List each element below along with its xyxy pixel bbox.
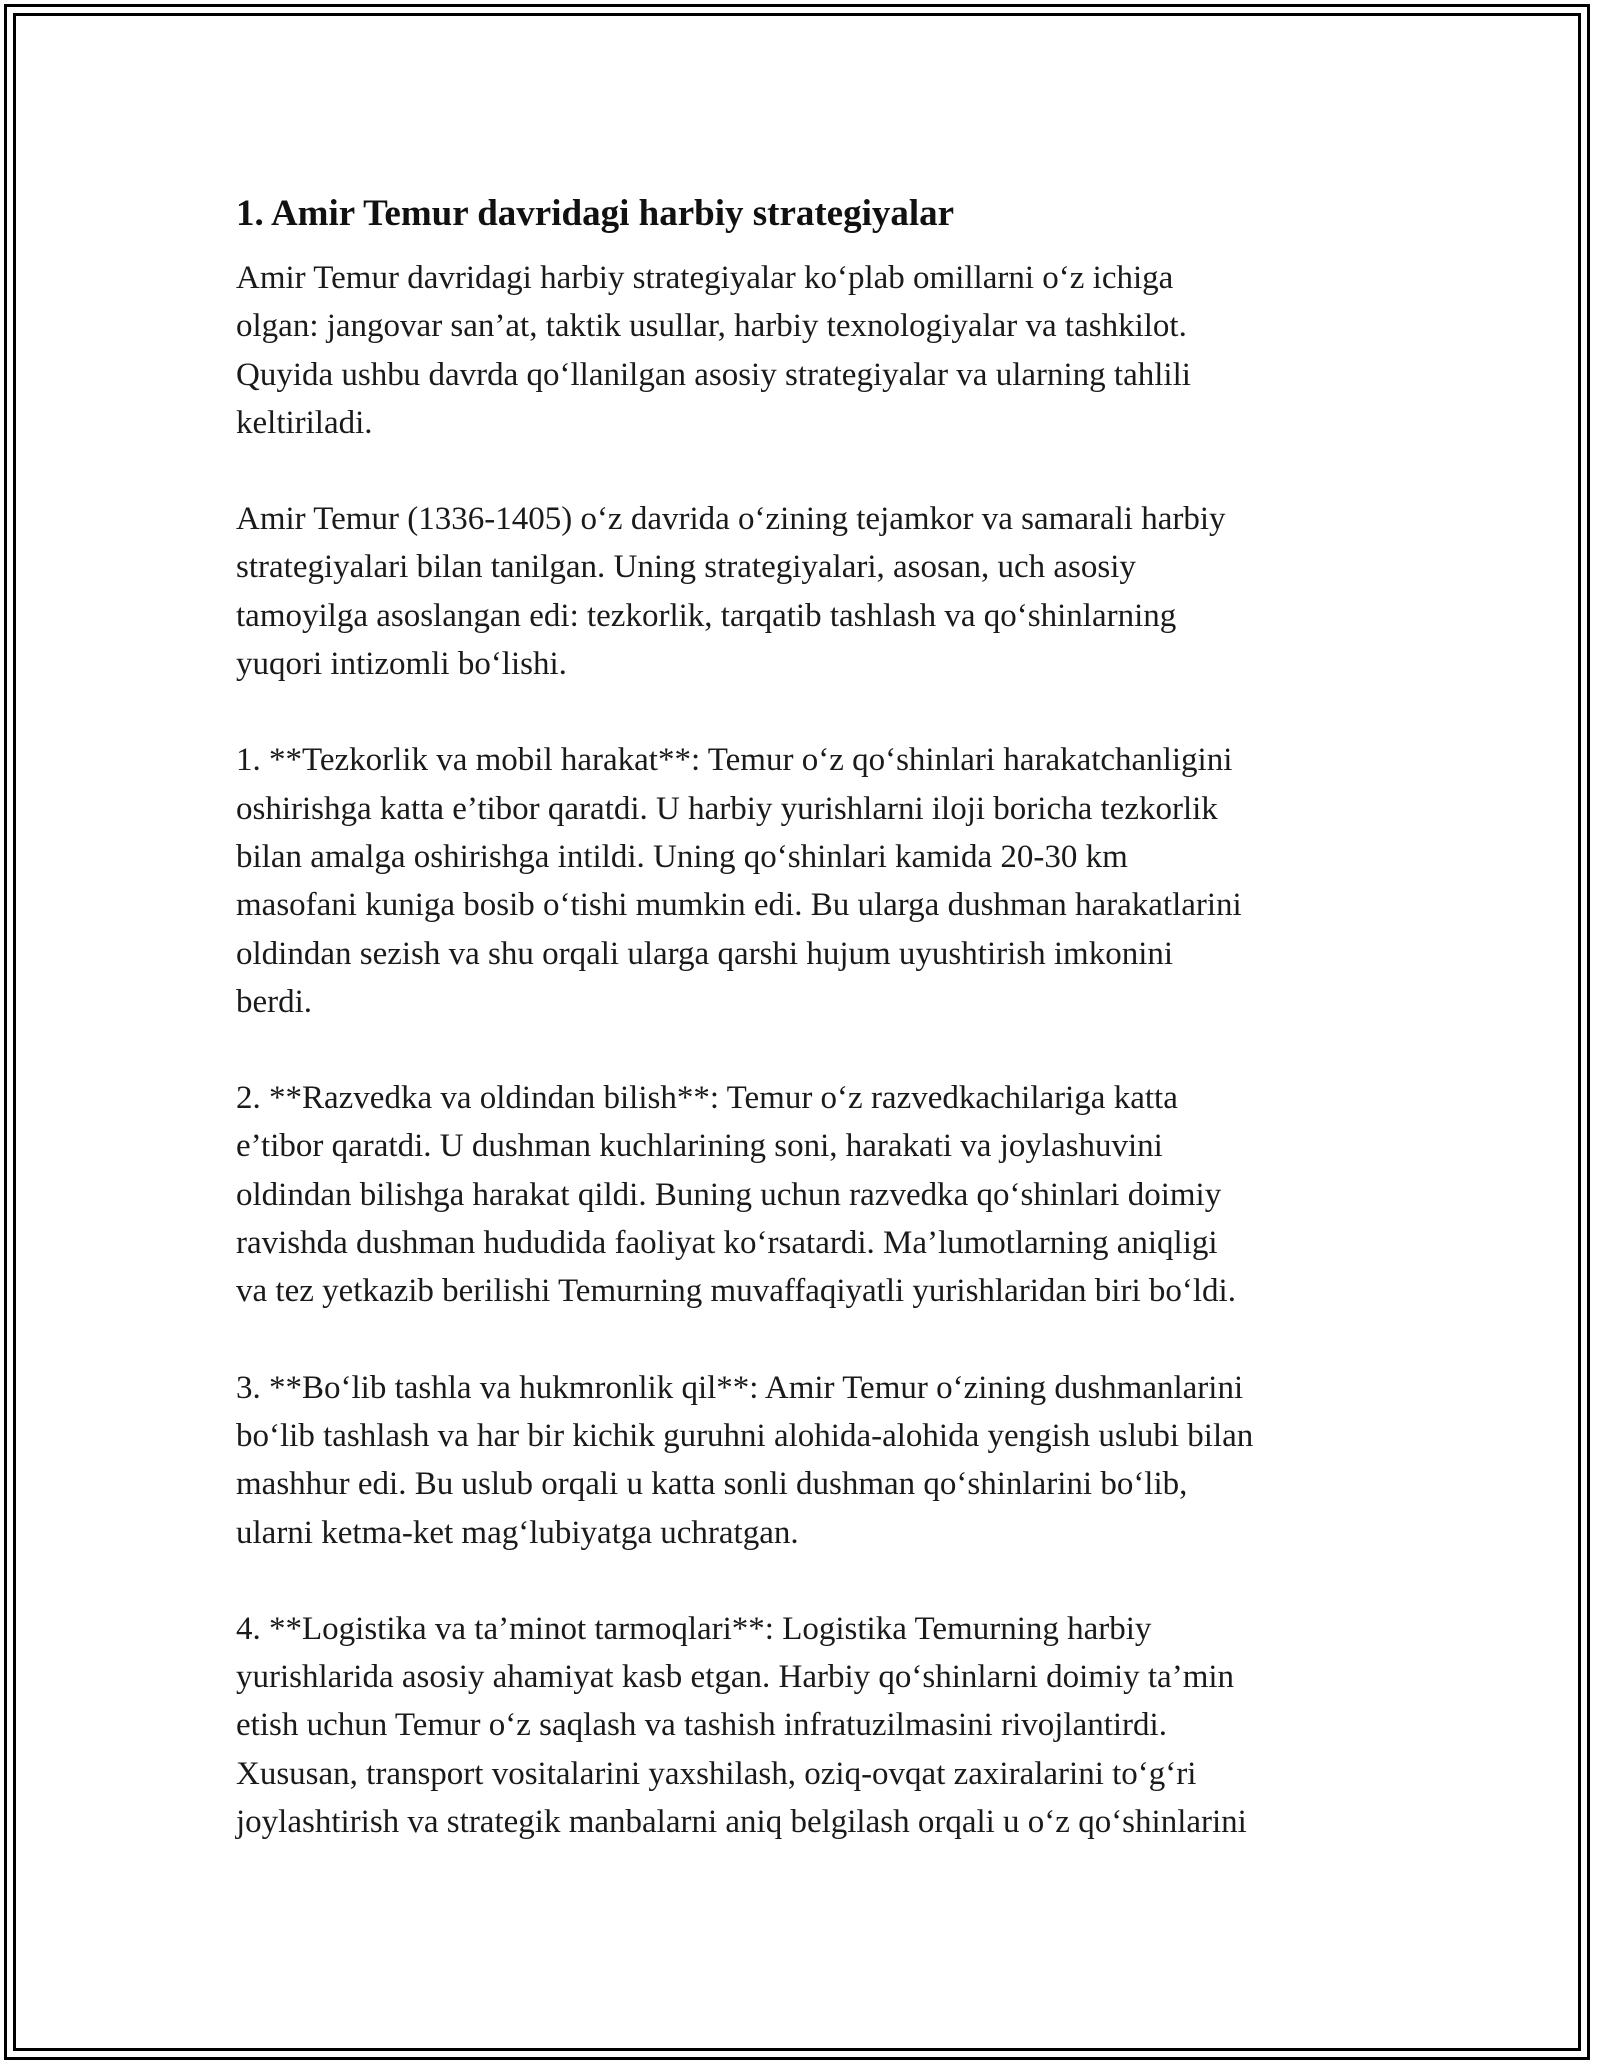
strategy-3-paragraph: 3. **Bo‘lib tashla va hukmronlik qil**: Amir Temur o‘zining dushmanlarini bo‘lib tashlash va har bir kichik guruhni alohida-alohida yengish uslubi bilan mashhur edi. Bu uslub orqali u katta sonli dushman qo‘shinlarini bo‘lib, ularni ketma-ket mag‘lubiyatga uchratgan. — [236, 1369, 1254, 1551]
strategy-2-paragraph: 2. **Razvedka va oldindan bilish**: Temur o‘z razvedkachilariga katta e’tibor qaratdi. U dushman kuchlarining soni, harakati va joylashuvini oldindan bilishga harakat qildi. Buning uchun razvedka qo‘shinlari doimiy ravishda dushman hududida faoliyat ko‘rsatardi. Ma’lumotlarning aniqligi va tez yetkazib berilishi Temurning muvaffaqiyatli yurishlaridan biri bo‘ldi. — [236, 1080, 1236, 1310]
document-body — [236, 186, 1376, 1894]
strategy-4-paragraph: 4. **Logistika va ta’minot tarmoqlari**: Logistika Temurning harbiy yurishlarida asosiy ahamiyat kasb etgan. Harbiy qo‘shinlarni doimiy ta’min etish uchun Temur o‘z saqlash va tashish infratuzilmasini rivojlantirdi. Xususan, transport vositalarini yaxshilash, oziq-ovqat zaxiralarini to‘g‘ri joylashtirish va strategik manbalarni aniq belgilash orqali u o‘z qo‘shinlarini — [236, 1610, 1247, 1841]
overview-paragraph: Amir Temur (1336-1405) o‘z davrida o‘zining tejamkor va samarali harbiy strategiyalari bilan tanilgan. Uning strategiyalari, asosan, uch asosiy tamoyilga asoslangan edi: tezkorlik, tarqatib tashlash va qo‘shinlarning yuqori intizomli bo‘lishi. — [236, 501, 1226, 683]
intro-paragraph: Amir Temur davridagi harbiy strategiyalar ko‘plab omillarni o‘z ichiga olgan: jangovar san’at, taktik usullar, harbiy texnologiyalar va tashkilot. Quyida ushbu davrda qo‘llanilgan asosiy strategiyalar va ularning tahlili keltiriladi. — [236, 260, 1191, 441]
strategy-1-paragraph: 1. **Tezkorlik va mobil harakat**: Temur o‘z qo‘shinlari harakatchanligini oshirishga katta e’tibor qaratdi. U harbiy yurishlarni iloji boricha tezkorlik bilan amalga oshirishga intildi. Uning qo‘shinlari kamida 20-30 km masofani kuniga bosib o‘tishi mumkin edi. Bu ularga dushman harakatlarini oldindan sezish va shu orqali ularga qarshi hujum uyushtirish imkonini berdi. — [236, 742, 1242, 1020]
section-heading: 1. Amir Temur davridagi harbiy strategiyalar — [236, 193, 955, 234]
